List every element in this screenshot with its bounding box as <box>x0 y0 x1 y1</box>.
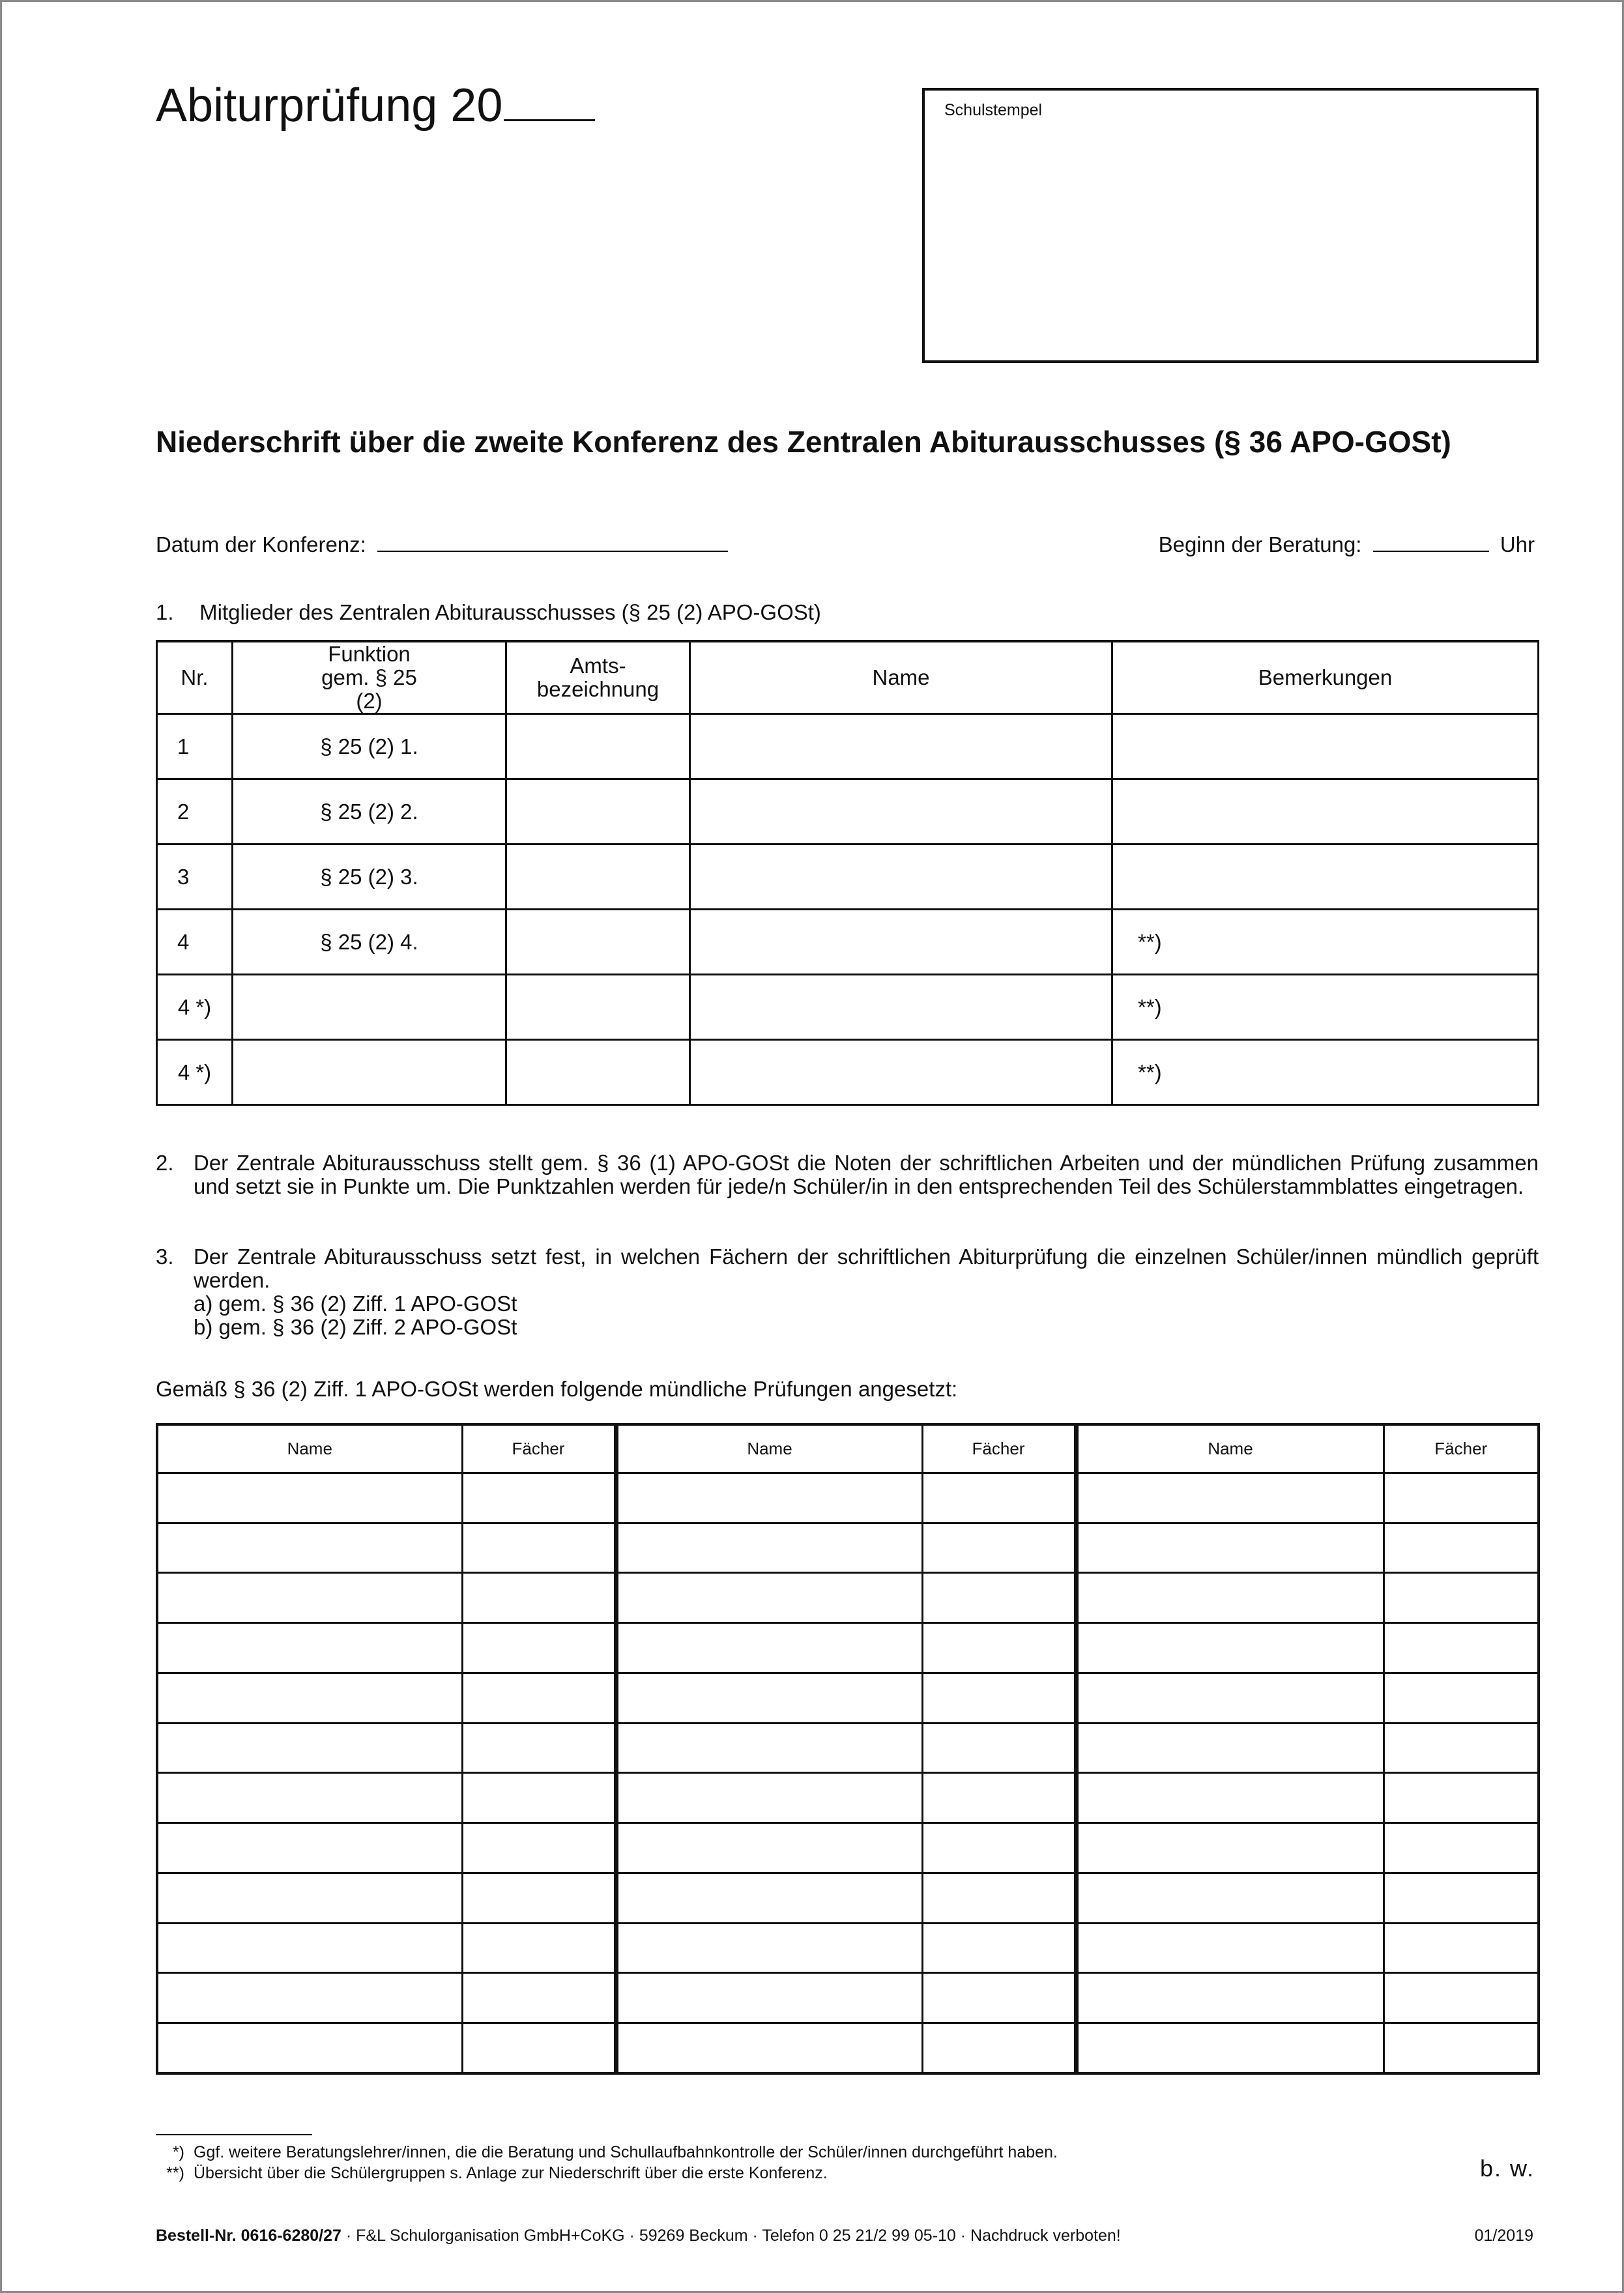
cell-name[interactable] <box>1076 1823 1384 1873</box>
cell-name[interactable] <box>616 2023 922 2073</box>
table-row <box>157 1773 1539 1823</box>
header-funktion: Funktion gem. § 25 (2) <box>233 641 506 714</box>
table-row <box>157 2023 1539 2073</box>
start-time-field: Beginn der Beratung: Uhr <box>1158 532 1535 556</box>
table-row <box>157 1573 1539 1623</box>
cell-faecher[interactable] <box>922 1473 1076 1523</box>
cell-faecher[interactable] <box>922 1773 1076 1823</box>
cell-faecher[interactable] <box>1384 1623 1539 1673</box>
table-row <box>157 1923 1539 1973</box>
cell-faecher[interactable] <box>922 1823 1076 1873</box>
cell-name[interactable] <box>690 975 1112 1040</box>
cell-funktion[interactable] <box>233 975 506 1040</box>
date-blank-line <box>377 531 728 552</box>
section-3: 3. Der Zentrale Abiturausschuss setzt fest, in welchen Fächern der schriftlichen Abiturprüfung die einzelnen Schüler/innen mündlich geprüft werden. a) gem. § 36 (2) Ziff. 1 APO-GOSt b) gem. § 36 (2) Ziff. 2 APO-GOSt <box>156 1245 1539 1339</box>
cell-name[interactable] <box>1076 1623 1384 1673</box>
cell-name[interactable] <box>157 1673 462 1723</box>
cell-faecher[interactable] <box>1384 1823 1539 1873</box>
table-row <box>157 779 1539 844</box>
cell-funktion: § 25 (2) 1. <box>233 714 506 779</box>
footnote-1: *) Ggf. weitere Beratungslehrer/innen, die die Beratung und Schullaufbahnkontrolle der Schüler/innen durchgeführt haben. <box>172 2143 1058 2161</box>
cell-name[interactable] <box>157 1923 462 1973</box>
cell-nr: 4 *) <box>157 975 233 1040</box>
cell-amtsbezeichnung[interactable] <box>506 844 690 910</box>
cell-faecher[interactable] <box>1384 1573 1539 1623</box>
section-2-text: Der Zentrale Abiturausschuss stellt gem. § 36 (1) APO-GOSt die Noten der schriftlichen Arbeiten und der mündlichen Prüfung zusammen und setzt sie in Punkte um. Die Punktzahlen werden für jede/n Schüler/in in den entsprechenden Teil des Schülerstammblattes eingetragen. <box>194 1151 1539 1198</box>
cell-faecher[interactable] <box>922 1573 1076 1623</box>
cell-nr: 3 <box>157 844 233 910</box>
cell-faecher[interactable] <box>462 2023 616 2073</box>
cell-bemerkung: **) <box>1112 910 1539 975</box>
table-row <box>157 1623 1539 1673</box>
header-name: Name <box>616 1424 922 1473</box>
cell-faecher[interactable] <box>1384 1973 1539 2023</box>
cell-name[interactable] <box>157 1573 462 1623</box>
header-bemerkungen: Bemerkungen <box>1112 641 1539 714</box>
cell-faecher[interactable] <box>922 1973 1076 2023</box>
cell-name[interactable] <box>1076 1523 1384 1573</box>
cell-name[interactable] <box>1076 1973 1384 2023</box>
document-heading: Niederschrift über die zweite Konferenz des Zentralen Abiturausschusses (§ 36 APO-GOSt) <box>156 425 1451 459</box>
table-row <box>157 1040 1539 1105</box>
table-row <box>157 844 1539 910</box>
cell-name[interactable] <box>690 844 1112 910</box>
cell-faecher[interactable] <box>922 1623 1076 1673</box>
cell-faecher[interactable] <box>462 1623 616 1673</box>
cell-faecher[interactable] <box>462 1723 616 1773</box>
table-row <box>157 1673 1539 1723</box>
cell-name[interactable] <box>616 1673 922 1723</box>
cell-bemerkung[interactable] <box>1112 714 1539 779</box>
cell-name[interactable] <box>616 1723 922 1773</box>
cell-name[interactable] <box>157 1623 462 1673</box>
cell-amtsbezeichnung[interactable] <box>506 1040 690 1105</box>
cell-faecher[interactable] <box>922 1873 1076 1923</box>
cell-name[interactable] <box>616 1573 922 1623</box>
cell-name[interactable] <box>1076 1873 1384 1923</box>
cell-faecher[interactable] <box>922 1923 1076 1973</box>
cell-funktion: § 25 (2) 2. <box>233 779 506 844</box>
cell-bemerkung[interactable] <box>1112 844 1539 910</box>
cell-name[interactable] <box>1076 1473 1384 1523</box>
cell-faecher[interactable] <box>922 1723 1076 1773</box>
table-row <box>157 714 1539 779</box>
year-blank-line <box>504 80 595 121</box>
cell-name[interactable] <box>157 1873 462 1923</box>
cell-faecher[interactable] <box>922 2023 1076 2073</box>
cell-faecher[interactable] <box>1384 1673 1539 1723</box>
cell-faecher[interactable] <box>1384 2023 1539 2073</box>
table-row <box>157 1723 1539 1773</box>
section-3-item-a: a) gem. § 36 (2) Ziff. 1 APO-GOSt <box>194 1291 517 1316</box>
cell-nr: 2 <box>157 779 233 844</box>
cell-name[interactable] <box>157 1823 462 1873</box>
cell-faecher[interactable] <box>462 1923 616 1973</box>
cell-name[interactable] <box>690 714 1112 779</box>
cell-name[interactable] <box>616 1923 922 1973</box>
cell-name[interactable] <box>157 1773 462 1823</box>
cell-amtsbezeichnung[interactable] <box>506 910 690 975</box>
cell-faecher[interactable] <box>462 1523 616 1573</box>
cell-faecher[interactable] <box>462 1573 616 1623</box>
cell-faecher[interactable] <box>1384 1923 1539 1973</box>
cell-faecher[interactable] <box>462 1673 616 1723</box>
form-title: Abiturprüfung 20 <box>156 79 595 132</box>
members-header-row <box>157 641 1539 714</box>
cell-name[interactable] <box>616 1873 922 1923</box>
cell-bemerkung[interactable] <box>1112 779 1539 844</box>
cell-name[interactable] <box>1076 1773 1384 1823</box>
cell-faecher[interactable] <box>922 1523 1076 1573</box>
cell-faecher[interactable] <box>922 1673 1076 1723</box>
section-1-title: 1. Mitglieder des Zentralen Abiturausschusses (§ 25 (2) APO-GOSt) <box>156 600 821 624</box>
cell-name[interactable] <box>1076 1723 1384 1773</box>
header-name: Name <box>1076 1424 1384 1473</box>
header-faecher: Fächer <box>1384 1424 1539 1473</box>
cell-name[interactable] <box>1076 2023 1384 2073</box>
cell-faecher[interactable] <box>1384 1723 1539 1773</box>
table-row <box>157 910 1539 975</box>
cell-name[interactable] <box>616 1623 922 1673</box>
cell-name[interactable] <box>157 1473 462 1523</box>
school-stamp-box <box>922 88 1539 363</box>
header-faecher: Fächer <box>922 1424 1076 1473</box>
cell-nr: 4 *) <box>157 1040 233 1105</box>
cell-faecher[interactable] <box>1384 1873 1539 1923</box>
oral-exams-header-row <box>157 1424 1539 1473</box>
cell-funktion: § 25 (2) 4. <box>233 910 506 975</box>
cell-name[interactable] <box>157 1723 462 1773</box>
cell-faecher[interactable] <box>462 1823 616 1873</box>
cell-faecher[interactable] <box>462 1473 616 1523</box>
cell-nr: 4 <box>157 910 233 975</box>
cell-bemerkung: **) <box>1112 975 1539 1040</box>
cell-name[interactable] <box>1076 1923 1384 1973</box>
table-row <box>157 1873 1539 1923</box>
cell-name[interactable] <box>157 1523 462 1573</box>
header-faecher: Fächer <box>462 1424 616 1473</box>
cell-name[interactable] <box>690 779 1112 844</box>
cell-name[interactable] <box>616 1473 922 1523</box>
cell-amtsbezeichnung[interactable] <box>506 975 690 1040</box>
conference-date-field: Datum der Konferenz: <box>156 531 728 557</box>
footnote-2: **) Übersicht über die Schülergruppen s. Anlage zur Niederschrift über die erste Konferenz. <box>166 2164 828 2182</box>
cell-name[interactable] <box>690 1040 1112 1105</box>
cell-faecher[interactable] <box>1384 1473 1539 1523</box>
cell-name[interactable] <box>616 1823 922 1873</box>
cell-funktion: § 25 (2) 3. <box>233 844 506 910</box>
section-3-text: Der Zentrale Abiturausschuss setzt fest, in welchen Fächern der schriftlichen Abiturprüfung die einzelnen Schüler/innen mündlich geprüft werden. <box>194 1245 1539 1292</box>
cell-faecher[interactable] <box>462 1973 616 2023</box>
footer-order-info: Bestell-Nr. 0616-6280/27 · F&L Schulorganisation GmbH+CoKG · 59269 Beckum · Telefon 0 25 21/2 99 05-10 · Nachdruck verboten! <box>156 2227 1121 2245</box>
header-nr: Nr. <box>157 641 233 714</box>
footnote-divider <box>156 2134 312 2135</box>
members-table <box>156 640 1539 1106</box>
table-row <box>157 975 1539 1040</box>
cell-faecher[interactable] <box>1384 1773 1539 1823</box>
header-name: Name <box>690 641 1112 714</box>
cell-nr: 1 <box>157 714 233 779</box>
section-2: 2. Der Zentrale Abiturausschuss stellt gem. § 36 (1) APO-GOSt die Noten der schriftlichen Arbeiten und der mündlichen Prüfung zusammen und setzt sie in Punkte um. Die Punktzahlen werden für jede/n Schüler/in in den entsprechenden Teil des Schülerstammblattes eingetragen. <box>156 1151 1539 1198</box>
cell-funktion[interactable] <box>233 1040 506 1105</box>
cell-faecher[interactable] <box>462 1873 616 1923</box>
header-name: Name <box>157 1424 462 1473</box>
cell-faecher[interactable] <box>462 1773 616 1823</box>
section-3-item-b: b) gem. § 36 (2) Ziff. 2 APO-GOSt <box>194 1315 517 1339</box>
cell-name[interactable] <box>616 1523 922 1573</box>
turn-over-note: b. w. <box>1479 2155 1535 2182</box>
cell-name[interactable] <box>157 2023 462 2073</box>
oral-exams-table <box>156 1423 1540 2075</box>
oral-exams-intro: Gemäß § 36 (2) Ziff. 1 APO-GOSt werden folgende mündliche Prüfungen angesetzt: <box>156 1377 958 1401</box>
cell-bemerkung: **) <box>1112 1040 1539 1105</box>
cell-name[interactable] <box>616 1973 922 2023</box>
cell-name[interactable] <box>616 1773 922 1823</box>
cell-name[interactable] <box>690 910 1112 975</box>
footer-date: 01/2019 <box>1474 2227 1533 2245</box>
cell-name[interactable] <box>1076 1673 1384 1723</box>
cell-amtsbezeichnung[interactable] <box>506 779 690 844</box>
table-row <box>157 1473 1539 1523</box>
table-row <box>157 1823 1539 1873</box>
cell-name[interactable] <box>157 1973 462 2023</box>
cell-name[interactable] <box>1076 1573 1384 1623</box>
header-amtsbezeichnung: Amts- bezeichnung <box>506 641 690 714</box>
time-blank-line <box>1373 531 1489 552</box>
oral-exams-body <box>157 1473 1539 2073</box>
cell-amtsbezeichnung[interactable] <box>506 714 690 779</box>
cell-faecher[interactable] <box>1384 1523 1539 1573</box>
table-row <box>157 1973 1539 2023</box>
table-row <box>157 1523 1539 1573</box>
stamp-label: Schulstempel <box>944 101 1043 119</box>
